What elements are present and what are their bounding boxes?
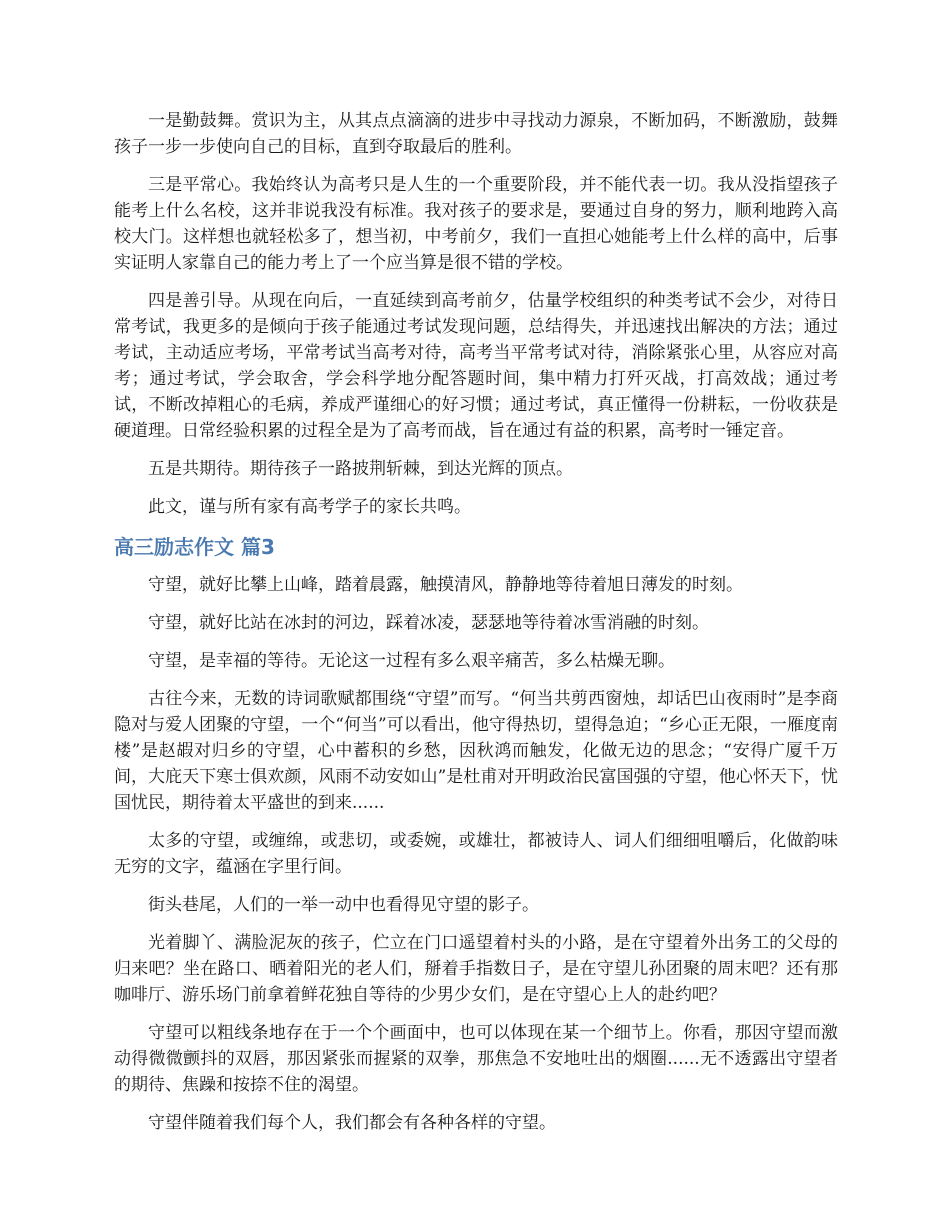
paragraph-watch-happiness: 守望，是幸福的等待。无论这一过程有多么艰辛痛苦，多么枯燥无聊。 (148, 651, 675, 671)
paragraph-poetry: 古往今来，无数的诗词歌赋都围绕“守望”而写。“何当共剪西窗烛，却话巴山夜雨时”是李商隐对与爱人团聚的守望，一个“何当”可以看出，他守得热切，望得急迫；“乡心正无限，一雁度南楼”是赵嘏对归乡的守望，心中蓄积的乡愁，因秋鸿而触发，化做无边的思念；“安得广厦千万间，大庇天下寒士俱欢颜，风雨不动安如山”是杜甫对开明政治民富国强的守望，他心怀天下，忧国忧民，期待着太平盛世的到来...... (114, 689, 838, 813)
paragraph-watch-river: 守望，就好比站在冰封的河边，踩着冰凌，瑟瑟地等待着冰雪消融的时刻。 (148, 613, 709, 633)
paragraph-encourage: 一是勤鼓舞。赏识为主，从其点点滴滴的进步中寻找动力源泉，不断加码，不断激励，鼓舞孩子一步一步使向自己的目标，直到夺取最后的胜利。 (114, 111, 838, 157)
paragraph-children: 光着脚丫、满脸泥灰的孩子，伫立在门口遥望着村头的小路，是在守望着外出务工的父母的归来吧？坐在路口、晒着阳光的老人们，掰着手指数日子，是在守望儿孙团聚的周末吧？还有那咖啡厅、游乐场门前拿着鲜花独自等待的少男少女们，是在守望心上人的赴约吧？ (114, 933, 838, 1005)
paragraph-expectation: 五是共期待。期待孩子一路披荆斩棘，到达光辉的顶点。 (148, 459, 573, 479)
paragraph-watch-mountain: 守望，就好比攀上山峰，踏着晨露，触摸清风，静静地等待着旭日薄发的时刻。 (148, 575, 743, 595)
section-heading: 高三励志作文 篇3 (114, 535, 275, 559)
document-page (114, 108, 838, 1148)
paragraph-everyone: 守望伴随着我们每个人，我们都会有各种各样的守望。 (148, 1113, 556, 1133)
paragraph-guidance: 四是善引导。从现在向后，一直延续到高考前夕，估量学校组织的种类考试不会少，对待日常考试，我更多的是倾向于孩子能通过考试发现问题，总结得失，并迅速找出解决的方法；通过考试，主动适应考场，平常考试当高考对待，高考当平常考试对待，消除紧张心里，从容应对高考；通过考试，学会取舍，学会科学地分配答题时间，集中精力打歼灭战，打高效战；通过考试，不断改掉粗心的毛病，养成严谨细心的好习惯；通过考试，真正懂得一份耕耘，一份收获是硬道理。日常经验积累的过程全是为了高考而战，旨在通过有益的积累，高考时一锤定音。 (114, 291, 838, 441)
paragraph-closing: 此文，谨与所有家有高考学子的家长共鸣。 (148, 497, 471, 517)
paragraph-details: 守望可以粗线条地存在于一个个画面中，也可以体现在某一个细节上。你看，那因守望而激动得微微颤抖的双唇，那因紧张而握紧的双拳，那焦急不安地吐出的烟圈......无不透露出守望者的期待、焦躁和按捺不住的渴望。 (114, 1023, 838, 1095)
paragraph-calm-mind: 三是平常心。我始终认为高考只是人生的一个重要阶段，并不能代表一切。我从没指望孩子能考上什么名校，这并非说我没有标准。我对孩子的要求是，要通过自身的努力，顺利地跨入高校大门。这样想也就轻松多了，想当初，中考前夕，我们一直担心她能考上什么样的高中，后事实证明人家靠自己的能力考上了一个应当算是很不错的学校。 (114, 175, 838, 273)
paragraph-many-watches: 太多的守望，或缠绵，或悲切，或委婉，或雄壮，都被诗人、词人们细细咀嚼后，化做韵味无穷的文字，蕴涵在字里行间。 (114, 831, 838, 877)
paragraph-street: 街头巷尾，人们的一举一动中也看得见守望的影子。 (148, 895, 539, 915)
